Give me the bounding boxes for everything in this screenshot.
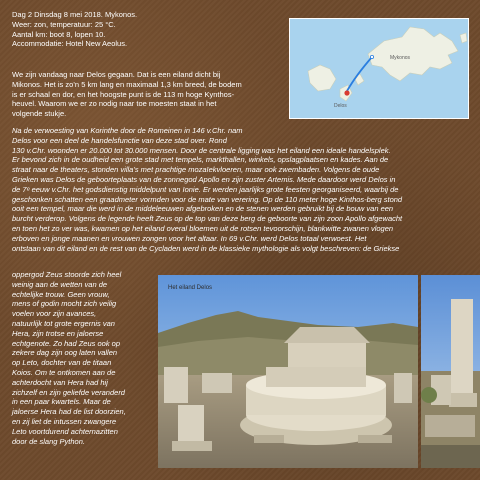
map-label-delos: Delos [334, 103, 347, 109]
side-line: oppergod Zeus stoorde zich heel [12, 270, 122, 279]
side-line: jaloerse Hera had de list doorzien, [12, 407, 126, 417]
side-line: zichzelf en zijn geliefde veranderd [12, 387, 125, 397]
main-line: geschonken schatten een graadmeter vormden voor de mate van verering. Op de 110 meter hoge Kinthos-berg stond [12, 194, 403, 204]
side-line: in een paar kwartels. Maar de [12, 397, 111, 407]
photo-caption: Het eiland Delos [168, 285, 213, 291]
main-line: de 7ᵉ eeuw v.Chr. het godsdienstig middelpunt van Ionie. Er werden jaarlijks grote feesten georganiseerd, waarbij de [12, 184, 399, 194]
intro-line: volgende stukje. [12, 109, 67, 119]
main-line: Delos voor een deel de handelsfunctie van deze stad over. Rond [12, 135, 227, 145]
side-line: Koios. Om te ontkomen aan de [12, 367, 116, 377]
delos-ruins-photo [158, 275, 418, 468]
header-line: Accommodatie: Hotel New Aeolus. [12, 39, 128, 49]
map-graphic [290, 19, 469, 119]
side-line: weinig aan de wetten van de [12, 279, 108, 289]
header-line: Aantal km: boot 8, lopen 10. [12, 29, 106, 39]
side-line: zekere dag zijn oog laten vallen [12, 348, 118, 358]
main-line: Na de verwoesting van Korinthe door de Romeinen in 146 v.Chr. nam [12, 126, 243, 135]
side-paragraph [12, 270, 154, 446]
intro-line: Mikonos. Het is zo’n 5 km lang en maximaal 1,3 km breed, de bodem [12, 79, 242, 89]
main-paragraph [12, 126, 468, 253]
main-line: erboven en jonge maanen en vrouwen zongen voor het altaar. In 69 v.Chr. werd Delos totaal verwoest. Het [12, 233, 367, 243]
side-photo-graphic [421, 275, 480, 468]
main-line: ooit een tempel, maar die werd in de middeleeuwen afgebroken en de stenen werden gebruikt bij de bouw van een [12, 204, 394, 214]
header-line: Weer: zon, temperatuur: 25 °C. [12, 19, 116, 29]
map-start-dot [370, 55, 373, 58]
header-line: Dag 2 Dinsdag 8 mei 2018. Mykonos. [12, 10, 138, 19]
side-line: voelen voor zijn avances, [12, 309, 97, 319]
intro-line: We zijn vandaag naar Delos gegaan. Dat is een eiland dicht bij [12, 70, 221, 79]
map-image [289, 18, 469, 119]
side-line: echtgenote. Zo had Zeus ook op [12, 338, 120, 348]
side-line: op Leto, dochter van de titaan [12, 358, 112, 368]
side-line: Hera, zijn trotse en jaloerse [12, 328, 104, 338]
main-line: straat naar de theaters, stonden villa’s met prachtige mozaïekvloeren, maar ook zwembaden. Volgens de oude [12, 165, 380, 175]
side-line: mens of godin mocht zich veilig [12, 299, 117, 309]
main-line: burcht verderop. Volgens de legende heeft Zeus op de top van deze berg de geboorte van zijn zoon Apollo afgewacht [12, 214, 403, 224]
intro-line: is er schaal en dor, en het hoogste punt is de 113 m hoge Kynthos- [12, 89, 235, 99]
main-line: ontstaan van dit eiland en de rest van de Cycladen werd in de klassieke mythologie als volgt beschreven: de Griekse [12, 243, 400, 253]
main-line: Grieken was Delos de geboorteplaats van de zonnegod Apollo en zijn zuster Artemis. Mede daardoor werd Delos in [12, 174, 396, 184]
header-block [12, 10, 282, 49]
main-line: Er bevond zich in de oudheid een grote stad met tempels, markthallen, winkels, opslagplaatsen en kades. Aan de [12, 155, 389, 165]
intro-paragraph [12, 70, 282, 119]
side-line: echtelijke trouw. Geen vrouw, [12, 289, 110, 299]
side-line: Leto voortdurend achternazitten [12, 426, 118, 436]
side-line: en zij liet de intussen zwangere [12, 416, 117, 426]
side-line: door de slang Python. [12, 436, 85, 446]
map-label-mykonos: Mykonos [390, 55, 411, 61]
side-line: natuurlijk tot grote ergernis van [12, 318, 115, 328]
main-line: en toen het zo ver was, kwamen op het eiland overal bloemen uit de rotsen tevoorschijn, blankwitte zwanen vlogen [12, 223, 394, 233]
map-pin-icon [344, 90, 349, 95]
side-line: achterdocht van Hera had hij [12, 377, 108, 387]
main-line: 130 v.Chr. woonden er 20.000 tot 30.000 mensen. Door de centrale ligging was het eiland een ideale handelsplek. [12, 145, 391, 155]
side-column-photo [421, 275, 480, 468]
intro-line: heuvel. Waarom we er zo nodig naar toe moesten staat in het [12, 99, 217, 109]
ruins-photo-graphic [158, 275, 418, 468]
